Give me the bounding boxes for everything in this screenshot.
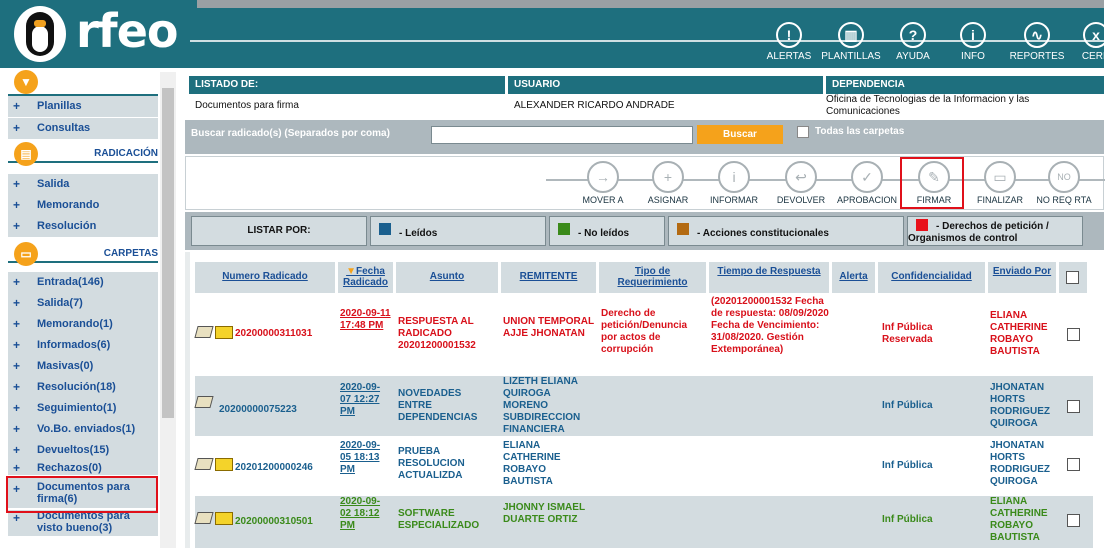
sidebar-item-rechazos[interactable]: + Rechazos(0) — [8, 461, 158, 475]
tipo-cell: Derecho de petición/Denuncia por actos de corrupción — [601, 308, 688, 355]
radicado-cell[interactable]: 20200000310501 — [235, 516, 313, 527]
reports-icon: ∿ — [1024, 22, 1050, 48]
remitente-cell: UNION TEMPORAL AJJE JHONATAN — [503, 316, 594, 339]
radicado-cell[interactable]: 20200000311031 — [235, 328, 313, 339]
plus-icon: + — [13, 121, 21, 135]
orfeo-logo-icon — [14, 6, 66, 62]
plus-icon: + — [13, 443, 21, 457]
sidebar-item-memorando[interactable]: + Memorando — [8, 195, 158, 216]
plus-icon: + — [13, 422, 21, 436]
document-icon: ▤ — [14, 142, 38, 166]
table-row[interactable] — [195, 294, 1093, 374]
row-checkbox[interactable] — [1067, 514, 1080, 527]
asunto-cell: SOFTWARE ESPECIALIZADO — [398, 508, 480, 531]
radicado-cell[interactable]: 20200000075223 — [219, 404, 297, 415]
check-icon: ✓ — [851, 161, 883, 193]
col-select-all — [1059, 262, 1087, 293]
filter-no-leidos[interactable]: - No leídos — [549, 216, 665, 246]
tipo-cell — [599, 496, 706, 548]
carpetas-section: ▭ CARPETAS — [8, 248, 158, 268]
folder-icon — [215, 326, 233, 339]
enviado-cell: ELIANA CATHERINE ROBAYO BAUTISTA — [990, 310, 1048, 357]
fecha-cell[interactable]: 2020-09-07 12:27 PM — [340, 382, 381, 417]
row-checkbox[interactable] — [1067, 400, 1080, 413]
listado-value: Documentos para firma — [195, 100, 299, 111]
asignar-button[interactable]: + ASIGNAR — [637, 161, 699, 205]
arrow-right-icon: → — [587, 161, 619, 193]
search-input[interactable] — [431, 126, 693, 144]
table-row[interactable] — [195, 496, 1093, 548]
highlight-box — [6, 476, 158, 513]
enviado-cell: ELIANA CATHERINE ROBAYO BAUTISTA — [990, 496, 1048, 543]
close-icon: x — [1083, 22, 1109, 48]
col-enviado-por[interactable]: Enviado Por — [988, 262, 1056, 293]
folder-icon: ▭ — [14, 242, 38, 266]
alerta-cell — [832, 496, 875, 548]
assign-icon: + — [652, 161, 684, 193]
col-fecha-radicado[interactable]: ▼Fecha Radicado — [338, 262, 393, 293]
no-req-rta-button[interactable]: NO NO REQ RTA — [1033, 161, 1095, 205]
plus-icon: + — [13, 198, 21, 212]
alerta-cell — [832, 376, 875, 436]
enviado-cell: JHONATAN HORTS RODRIGUEZ QUIROGA — [990, 382, 1050, 429]
edit-icon — [194, 326, 213, 338]
sort-down-icon: ▼ — [346, 266, 356, 277]
confidencialidad-cell: Inf Pública Reservada — [882, 322, 933, 345]
filter-derechos-peticion[interactable]: - Derechos de petición / Organismos de control — [907, 216, 1083, 246]
search-bar — [185, 120, 1104, 154]
acciones-color-swatch — [677, 223, 689, 235]
usuario-header: USUARIO — [508, 76, 823, 94]
asunto-cell: NOVEDADES ENTRE DEPENDENCIAS — [398, 388, 478, 423]
plus-icon: + — [13, 219, 21, 233]
finish-icon: ▭ — [984, 161, 1016, 193]
alerta-cell — [832, 438, 875, 494]
sidebar-item-resolucion[interactable]: + Resolución — [8, 216, 158, 237]
todas-carpetas-label: Todas las carpetas — [815, 126, 905, 137]
sidebar-item-documentos-firma[interactable]: + Documentos para firma(6) — [8, 478, 158, 508]
sidebar-item-salida-carpeta[interactable]: + Salida(7) — [8, 293, 158, 314]
leidos-color-swatch — [379, 223, 391, 235]
sidebar — [0, 68, 178, 548]
asunto-cell: RESPUESTA AL RADICADO 20201200001532 — [398, 316, 476, 351]
plus-icon: + — [13, 380, 21, 394]
informar-button[interactable]: i INFORMAR — [703, 161, 765, 205]
tipo-cell — [599, 376, 706, 436]
menu-toggle[interactable] — [8, 76, 158, 96]
listar-por-bar — [185, 212, 1104, 250]
reportes-button[interactable]: ∿ REPORTES — [1004, 22, 1070, 62]
plus-icon: + — [13, 359, 21, 373]
col-confidencialidad[interactable]: Confidencialidad — [878, 262, 985, 293]
confidencialidad-cell: Inf Pública — [882, 400, 933, 411]
templates-icon: ▥ — [838, 22, 864, 48]
filter-leidos[interactable]: - Leídos — [370, 216, 546, 246]
aprobacion-button[interactable]: ✓ APROBACION — [836, 161, 898, 205]
plus-icon: + — [13, 99, 21, 113]
alert-icon: ! — [776, 22, 802, 48]
sidebar-item-documentos-visto-bueno[interactable]: + Documentos para visto bueno(3) — [8, 510, 158, 536]
help-icon: ? — [900, 22, 926, 48]
return-icon: ↩ — [785, 161, 817, 193]
listado-header: LISTADO DE: — [189, 76, 505, 94]
firmar-highlight-box — [900, 157, 964, 209]
fecha-cell[interactable]: 2020-09-02 18:12 PM — [340, 496, 381, 531]
sidebar-item-salida[interactable]: + Salida — [8, 174, 158, 195]
usuario-value: ALEXANDER RICARDO ANDRADE — [514, 100, 675, 111]
sidebar-item-masivas[interactable]: + Masivas(0) — [8, 356, 158, 377]
listar-label: LISTAR POR: — [191, 216, 367, 246]
no-response-icon: NO — [1048, 161, 1080, 193]
info-icon: i — [718, 161, 750, 193]
plantillas-button[interactable]: ▥ PLANTILLAS — [818, 22, 884, 62]
tiempo-cell — [709, 496, 831, 548]
plus-icon: + — [13, 511, 21, 525]
radicado-cell[interactable]: 20201200000246 — [235, 462, 313, 473]
remitente-cell: LIZETH ELIANA QUIROGA MORENO SUBDIRECCION FINANCIERA — [503, 376, 581, 435]
col-remitente[interactable]: REMITENTE — [501, 262, 596, 293]
alerta-cell — [832, 294, 875, 374]
table-row[interactable] — [195, 438, 1093, 494]
no-leidos-color-swatch — [558, 223, 570, 235]
main-panel — [185, 72, 1104, 548]
app-header — [0, 0, 1111, 68]
sidebar-scrollbar[interactable] — [160, 72, 176, 548]
search-label: Buscar radicado(s) (Separados por coma) — [191, 128, 390, 139]
remitente-cell: ELIANA CATHERINE ROBAYO BAUTISTA — [503, 440, 561, 487]
tiempo-cell — [709, 376, 831, 436]
sidebar-scroll-thumb[interactable] — [162, 88, 174, 418]
radicacion-section: ▤ RADICACIÓN — [8, 148, 158, 168]
sign-icon: ✎ — [918, 161, 950, 193]
confidencialidad-cell: Inf Pública — [882, 514, 933, 525]
action-bar — [185, 156, 1104, 210]
sidebar-item-vobo-enviados[interactable]: + Vo.Bo. enviados(1) — [8, 419, 158, 440]
sidebar-item-memorando-carpeta[interactable]: + Memorando(1) — [8, 314, 158, 335]
sidebar-item-consultas[interactable]: + Consultas — [8, 118, 158, 139]
col-alerta[interactable]: Alerta — [832, 262, 875, 293]
info-icon: i — [960, 22, 986, 48]
dependencia-header: DEPENDENCIA — [826, 76, 1104, 94]
select-all-checkbox[interactable] — [1066, 271, 1079, 284]
enviado-cell: JHONATAN HORTS RODRIGUEZ QUIROGA — [990, 440, 1050, 487]
sidebar-item-seguimiento[interactable]: + Seguimiento(1) — [8, 398, 158, 419]
tiempo-cell: (20201200001532 Fecha de respuesta: 08/09/2020 Fecha de Vencimiento: 31/08/2020. Gestión Extemporánea) — [711, 296, 829, 355]
row-checkbox[interactable] — [1067, 328, 1080, 341]
sidebar-item-resolucion-carpeta[interactable]: + Resolución(18) — [8, 377, 158, 398]
plus-icon: + — [13, 275, 21, 289]
col-tiempo-respuesta[interactable]: Tiempo de Respuesta — [709, 262, 829, 293]
firmar-button[interactable]: ✎ FIRMAR — [903, 161, 965, 205]
plus-icon: + — [13, 401, 21, 415]
filter-acciones[interactable]: - Acciones constitucionales — [668, 216, 904, 246]
asunto-cell: PRUEBA RESOLUCION ACTUALIZDA — [398, 446, 465, 481]
col-numero-radicado[interactable]: Numero Radicado — [195, 262, 335, 293]
devolver-button[interactable]: ↩ DEVOLVER — [770, 161, 832, 205]
sidebar-item-devueltos[interactable]: + Devueltos(15) — [8, 440, 158, 461]
table-row[interactable] — [195, 376, 1093, 436]
info-button[interactable]: i INFO — [950, 22, 996, 62]
finalizar-button[interactable]: ▭ FINALIZAR — [969, 161, 1031, 205]
buscar-button[interactable]: Buscar — [697, 125, 783, 144]
chevron-down-icon: ▼ — [14, 70, 38, 94]
ayuda-button[interactable]: ? AYUDA — [890, 22, 936, 62]
plus-icon: + — [13, 461, 21, 475]
mover-a-button[interactable]: → MOVER A — [572, 161, 634, 205]
plus-icon: + — [13, 177, 21, 191]
documents-table — [185, 252, 1104, 548]
logo-text: rfeo — [76, 4, 178, 58]
header-strip — [197, 0, 1104, 8]
row-checkbox[interactable] — [1067, 458, 1080, 471]
tiempo-cell — [709, 438, 831, 494]
plus-icon: + — [13, 296, 21, 310]
col-tipo-requerimiento[interactable]: Tipo de Requerimiento — [599, 262, 706, 293]
alertas-button[interactable]: ! ALERTAS — [764, 22, 814, 62]
sidebar-item-entrada[interactable]: + Entrada(146) — [8, 272, 158, 293]
fecha-cell[interactable]: 2020-09-11 17:48 PM — [340, 308, 391, 331]
plus-icon: + — [13, 317, 21, 331]
fecha-cell[interactable]: 2020-09-05 18:13 PM — [340, 440, 381, 475]
remitente-cell: JHONNY ISMAEL DUARTE ORTIZ — [503, 502, 585, 525]
col-asunto[interactable]: Asunto — [396, 262, 498, 293]
dependencia-value: Oficina de Tecnologias de la Informacion y las Comunicaciones — [826, 94, 1030, 117]
confidencialidad-cell: Inf Pública — [882, 460, 933, 471]
sidebar-item-planillas[interactable]: + Planillas — [8, 96, 158, 117]
todas-carpetas-checkbox[interactable] — [797, 126, 809, 138]
sidebar-item-informados[interactable]: + Informados(6) — [8, 335, 158, 356]
plus-icon: + — [13, 338, 21, 352]
document-folder-icon[interactable] — [195, 324, 235, 340]
tipo-cell — [599, 438, 706, 494]
cerrar-button[interactable]: x CERR — [1076, 22, 1116, 62]
plus-icon: + — [13, 482, 21, 496]
